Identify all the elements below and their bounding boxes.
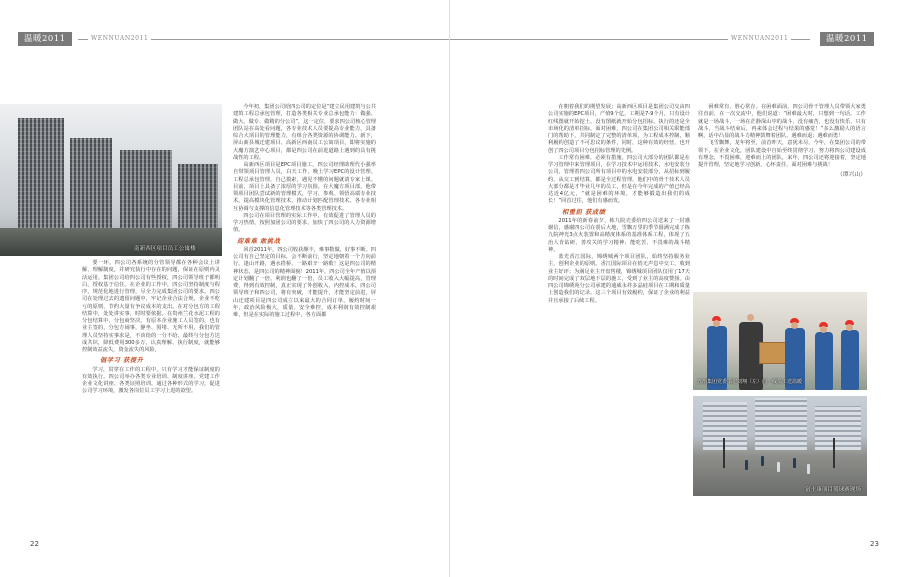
paragraph: 今年初，集团公司给四公司的定位是“建立民用建筑与公共建筑工程总承包管理，打造各类相关专业总承包能力：做强、做大、做专、做精的分公司”，这一定位，要求四公司核心管理团队站在高处看问题，各专业技术人员要提高专业能力，具备综合大项目的管理能力，有组合各类资源的协调能力。新下，屏山新县城迁建项目、高新区西南员工公寓项目，即将实施的大魔方演艺中心项目，都是四公司在前进道路上遇到的具有挑战性的工程。 — [233, 104, 376, 161]
page-number-left: 22 — [30, 540, 39, 548]
paragraph: 困难常有，胜心常存。在困难面前，四公司骨干管理人员带领大家勇往直前，在一次交流中，他们说道：“困难最大时，只想到一句话，工作就是一场战斗，一场在茫静深山中的战斗，没有痛苦，也没有快乐，只有战斗，当战斗结束后，再来体会过程与结果的感觉！”多么激励人的语言啊，话中凸显的战斗力精神鼓舞着团队，遇难而退；遇难而勇！ — [698, 104, 866, 139]
paragraph: 学习，贯穿在工作的工程中，只有学习才能保证制度的有效执行。四公司举办各类专业培训、制度讲座、党建工作企业文化讲座、各类证照培训。通过各种形式的学习，促进公司学习环境，激发各岗位员工学习上进的欲望。 — [82, 366, 220, 395]
header-en-right: WENNUAN2011 — [728, 34, 791, 44]
photo-caption-workers: 五冶集团党委书记刘翔（左）向一线员工送温暖 — [697, 379, 803, 385]
header-tag-right: 温暖2011 — [820, 32, 874, 46]
left-page-column-2 — [233, 104, 376, 319]
basketball-game-photo — [693, 396, 867, 496]
paragraph: 工作常有困难，必须有措施。四公司大部分的团队都是在学习管理中来管理项目，在学习技术中运用技术，水电安装分公司，管理着四公司所有项目中的水电安装部分，从招标到履约，从交工到结算，都是全过程管理，他们中的骨干技术人员大部分都是才毕业几年的员工，但是在今年完成的产值已经高达近4亿元，“就是困难的环境，才能够锻造出我们的成长！”回首过往，他们有感而发。 — [548, 154, 690, 205]
right-page — [450, 0, 900, 577]
right-page-column-2 — [698, 104, 866, 180]
paragraph: 2011年的新春前夕，栋九院壳委给四公司送来了一封感谢信，感谢四公司在震后大地，雪飘万里的季节圆满完成了栋九院神光3点火装置和高精度体系的基准体系工程，体现了五治人肯钻研、善攻关的学习精神、能吃苦、不畏难的战斗精神。 — [548, 217, 690, 253]
section-heading: 相重担 获成绩 — [562, 208, 606, 216]
section-heading: 倡学习 获提升 — [100, 357, 144, 365]
workers-greeting-photo — [693, 292, 867, 390]
photo-caption-basketball: 富士康项目篮球赛现场 — [805, 487, 861, 493]
section-heading: 迎难难 敢挑战 — [237, 237, 281, 245]
page-number-right: 23 — [870, 540, 879, 548]
paragraph: 飞雪飘舞，龙年将至，前首昨天，意犹未尽，今年，在集团公司的带领下，在企业文化，团队建设中自始至终贯彻学习，努力将四公司建设成有理念，不畏困难，迎难而上的团队，来年，四公司还将迎接着，坚定地提升管理，坚定地学习创新，心怀责任，面对困难与挑战！ — [698, 140, 866, 168]
right-page-column-1 — [548, 104, 690, 305]
paragraph: 四公司在项目管理的实际工作中，有效促进了管理人员的学习热情，按照加团公司的要求，加快了四公司的人力资源增值。 — [233, 212, 376, 234]
left-page-column-1 — [82, 260, 220, 396]
paragraph: 回首2011年，四公司收获颇丰，难事数做，好事不断。四公司有自己坚定的目标，会不断前行，坚定地朝着一个方向前行，逢山开路，遇水搭桥，一路艰辛一路歌！这是四公司的精神状态，是四公司的精神面貌！2011年，四公司全年产值以预定计划翻了一倍，利润也翻了一倍，员工收入大幅提高，管理费，得到有效控制，真正实现了外创收入、内控成本。四公司领导班子和四公司，将有突破，才能提升，才能坚定前进，屏山迁建项目是四公司成立以来最大的合同订单，履约时间一年，政治风险极大，质量、安全难控，成本利润有效控制艰难，但是在实际的施工过程中，各方面都 — [233, 246, 376, 318]
photo-caption-apartments: 南新西区项目员工公寓楼 — [134, 246, 196, 252]
apartment-buildings-photo — [0, 104, 222, 256]
paragraph: 蓝光香江国际、锦绣城两个项目团队，始终坚持服务业主，创利企业的原则。香江国际项目在悄无声息中交工，收到业主好评；为满足业主开盘售楼，锦绣城项目团队仅用了17天的时间完成了双层地下层的施工，受到了业主的高度赞扬。由四公司锦绣苑分公司承建的通威永祥多晶硅项目在工期和质量上创造我们的记录。这三个项目有效履约，保证了企业的利益并且承接了后续工程。 — [548, 254, 690, 304]
author-signature: （谭兴山） — [837, 172, 866, 179]
header-tag-left: 温暖2011 — [18, 32, 72, 46]
header-en-left: WENNUAN2011 — [88, 34, 151, 44]
paragraph: 要一环。四公司各系统的分管领导都在各种会议上讲解、理解制度，并研究执行中存在的问题，保证在原则内灵活运用。集团公司给四公司有些授权，四公司领导班子都明白，授权基于信任。在企业的工作中，四公司坚持制度与程序，规范化地进行管理，尽全力完成集团公司的要求。四公司在处理过去的遗留问题中，牢记企业合法合规，企业不吃亏的原则，节约大量有争议成本的支出。在对分包方的工程结算中，处处讲实事，时时要依据。在贵州兰花水泥工程的分包结算中，分包商坚决，有原本企业施工人员签的，也有业主签的，分包方闹事，静坐、围堵、无所不用，我们的管理人员坚持实事求是，不该给的一分不给，最终与分包方达成共识，降低费用300多万。认真理解、执行制度，就能够控制效益流失，资金流失的风险。 — [82, 260, 220, 353]
paragraph: 在朝着我们的期望发展；高新西区项目是集团公司交由四公司实施的EPC项目，产值9个亿，工期是7-9个月，只有设计红线图就开始挖土，没有图纸就开始分包招标，执行的还是全市场化的清单招标，面对困难，四公司在集团公司相关职能部门的帮助下，共同制定了完整的清单项，为工程成本控制，顺利履约创造了不可思议的条件，同时，这种有效的经营，也开创了四公司项目分包招标管理的先例。 — [548, 104, 690, 154]
paragraph: 高新西区项目是EPC项目施工，四公司经理助理代小强率自带领项目管理人员，白天工作，晚上学习EPC的设计管理、工程总承包管理，自己摸索，遇见不懂的问题就请专家上课。目前，项目上具备了浓厚的学习氛围。在大魔方项目部，他带领项目团队尝试新的管理模式，学习、参观、领悟高端专业技术，提高模块化管理技术，推动计划匹配管理技术，各专业相互协调与支撑的信息化管理技术等各类管理技术。 — [233, 162, 376, 212]
